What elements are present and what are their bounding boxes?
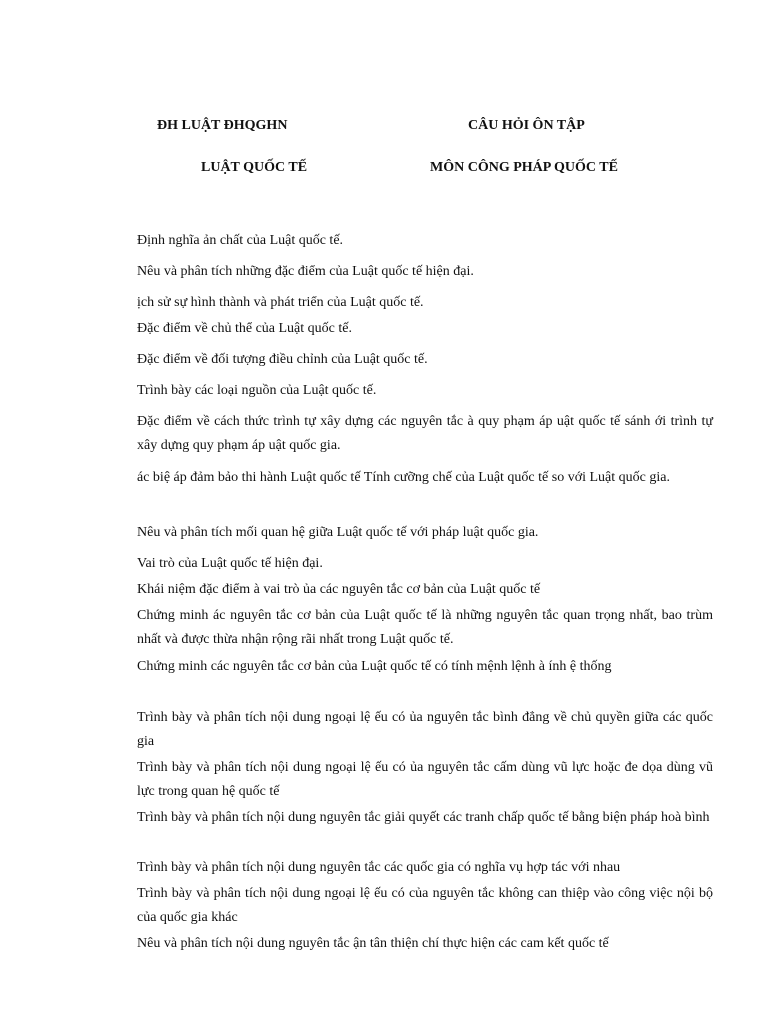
question-item: Đặc điểm về chủ thể của Luật quốc tế. <box>137 321 352 336</box>
question-item: Trình bày các loại nguồn của Luật quốc tế. <box>137 383 377 398</box>
question-item: Nêu và phân tích mối quan hệ giữa Luật quốc tế với pháp luật quốc gia. <box>137 525 539 540</box>
question-item: ác biệ áp đảm bảo thi hành Luật quốc tế Tính cưỡng chế của Luật quốc tế so với Luật quốc gia. <box>137 470 670 485</box>
university-name: ĐH LUẬT ĐHQGHN <box>157 118 288 133</box>
question-item: Trình bày và phân tích nội dung ngoại lệ ếu có ủa nguyên tắc cấm dùng vũ lực hoặc đe dọa dùng vũ lực trong quan hệ quốc tế <box>137 760 713 799</box>
question-item: Nêu và phân tích những đặc điểm của Luật quốc tế hiện đại. <box>137 264 474 279</box>
question-item: Đặc điểm về cách thức trình tự xây dựng các nguyên tắc à quy phạm áp uật quốc tế sánh ới trình tự xây dựng quy phạm áp uật quốc gia. <box>137 414 713 453</box>
question-item: Chứng minh ác nguyên tắc cơ bản của Luật quốc tế là những nguyên tắc quan trọng nhất, bao trùm nhất và được thừa nhận rộng rãi nhất trong Luật quốc tế. <box>137 608 713 647</box>
question-item: Khái niệm đặc điểm à vai trò ủa các nguyên tắc cơ bản của Luật quốc tế <box>137 582 541 597</box>
question-item: Đặc điểm về đối tượng điều chỉnh của Luật quốc tế. <box>137 352 428 367</box>
question-item: Trình bày và phân tích nội dung nguyên tắc các quốc gia có nghĩa vụ hợp tác với nhau <box>137 860 621 875</box>
question-item: Chứng minh các nguyên tắc cơ bản của Luật quốc tế có tính mệnh lệnh à ính ệ thống <box>137 659 612 674</box>
question-item: Định nghĩa ản chất của Luật quốc tế. <box>137 233 344 248</box>
question-item: Vai trò của Luật quốc tế hiện đại. <box>137 556 323 571</box>
question-item: Trình bày và phân tích nội dung ngoại lệ ếu có của nguyên tắc không can thiệp vào công việc nội bộ của quốc gia khác <box>137 886 713 925</box>
question-item: Trình bày và phân tích nội dung nguyên tắc giải quyết các tranh chấp quốc tế bằng biện pháp hoà bình <box>137 810 710 825</box>
question-item: ịch sử sự hình thành và phát triển của Luật quốc tế. <box>137 295 424 310</box>
document-title: CÂU HỎI ÔN TẬP <box>468 118 585 133</box>
subject-name: MÔN CÔNG PHÁP QUỐC TẾ <box>430 160 618 175</box>
faculty-name: LUẬT QUỐC TẾ <box>201 160 308 175</box>
question-item: Trình bày và phân tích nội dung ngoại lệ ếu có ủa nguyên tắc bình đẳng về chủ quyền giữa các quốc gia <box>137 710 713 749</box>
question-item: Nêu và phân tích nội dung nguyên tắc ận tân thiện chí thực hiện các cam kết quốc tế <box>137 936 609 951</box>
